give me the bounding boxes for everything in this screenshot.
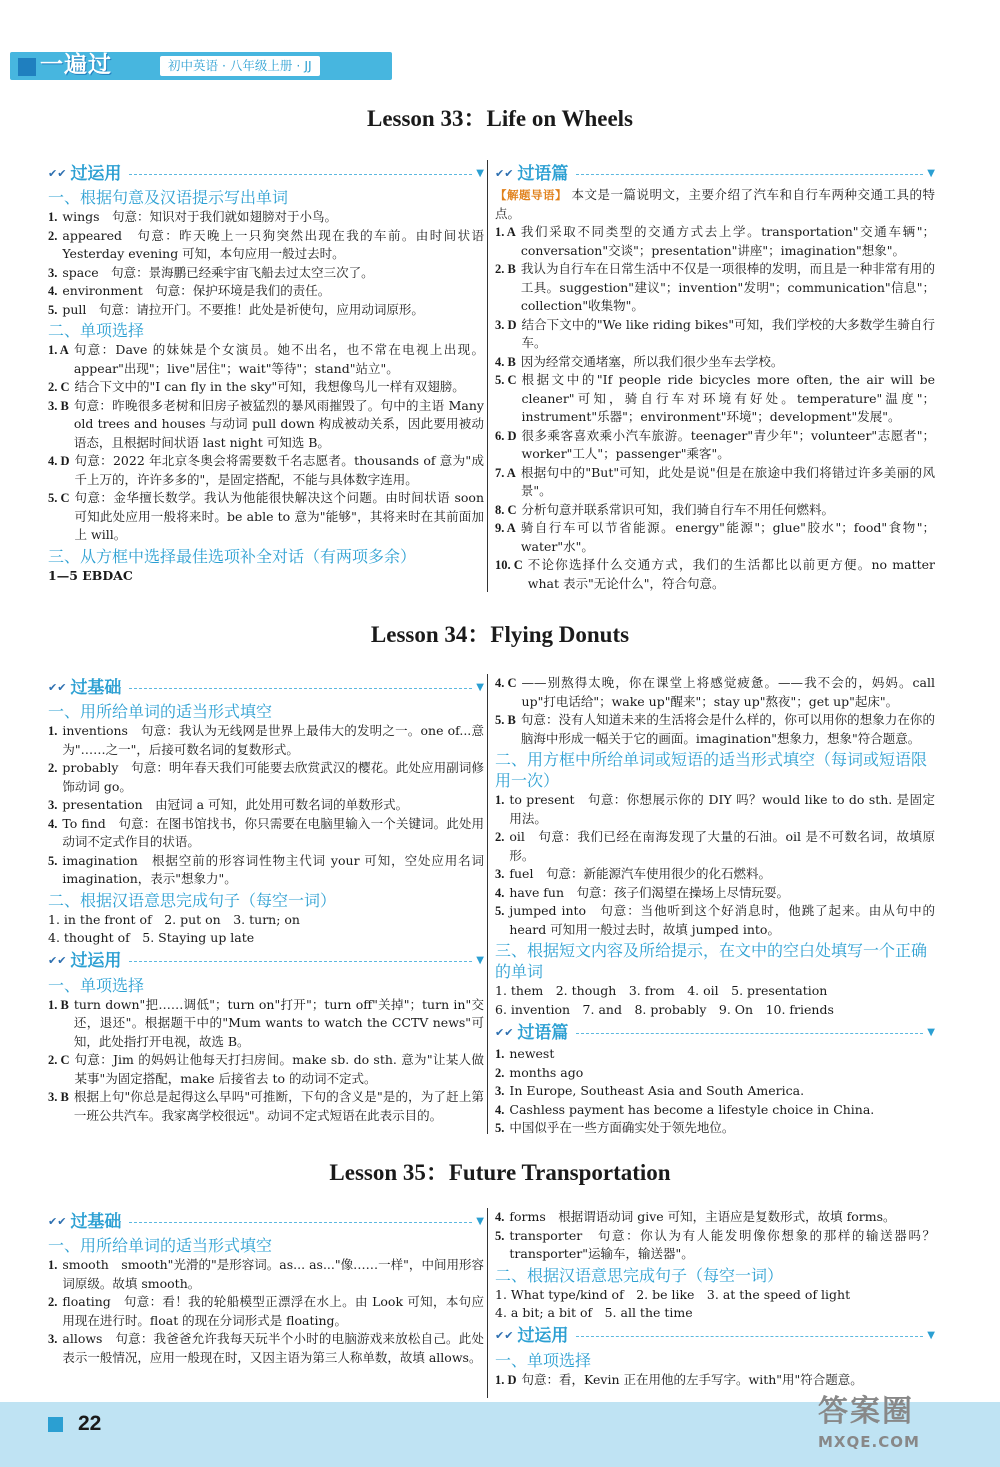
guide-text: 本文是一篇说明文，主要介绍了汽车和自行车两种交通工具的特点。 xyxy=(495,187,935,221)
section-header xyxy=(495,1325,935,1349)
item-text: 因为经常交通堵塞，所以我们很少坐车去学校。 xyxy=(520,353,784,369)
section-mark-icon: ✔✔ xyxy=(48,954,67,968)
answer-item xyxy=(48,759,484,796)
lesson34-title: Lesson 34：Flying Donuts xyxy=(370,622,630,647)
item-number: 1. A xyxy=(48,343,69,357)
answer-item xyxy=(48,489,484,545)
item-number: 5. xyxy=(495,904,505,918)
item-number: 5. xyxy=(48,302,58,317)
answer-line: 1. What type/kind of 2. be like 3. at the speed of light xyxy=(495,1286,851,1302)
section-mark-icon: ✔✔ xyxy=(48,1214,67,1228)
section-header xyxy=(495,162,935,186)
answer-line: 4. a bit; a bit of 5. all the time xyxy=(495,1305,693,1320)
item-text: floating 句意：看！我的轮船模型正漂浮在水上。由 Look 可知，本句应用现在进行时。float 的现在分词形式是 floating。 xyxy=(62,1294,484,1328)
page-number: 22 xyxy=(78,1412,102,1435)
answer-item xyxy=(48,282,484,301)
chevron-down-icon: ▼ xyxy=(927,1330,935,1342)
item-text: fuel 句意：新能源汽车使用很少的化石燃料。 xyxy=(509,866,771,881)
watermark-url: MXQE.COM xyxy=(818,1433,920,1451)
item-text: probably 句意：明年春天我们可能要去欣赏武汉的樱花。此处应用副词修饰动词 go。 xyxy=(62,760,484,794)
item-number: 3. xyxy=(495,1084,505,1098)
answer-item xyxy=(495,1101,935,1120)
item-text: To find 句意：在图书馆找书，你只需要在电脑里输入一个关键词。此处用动词不定式作目的状语。 xyxy=(62,815,484,849)
answer-item xyxy=(48,397,484,453)
item-number: 3. xyxy=(48,798,58,812)
answer-item xyxy=(48,1330,484,1367)
item-text: 句意：2022 年北京冬奥会将需要数千名志愿者。thousands of 意为"成千上万的，许许多多的"，是固定搭配，不能与具体数字连用。 xyxy=(74,453,484,487)
answer-item xyxy=(48,1293,484,1330)
answer-item xyxy=(495,711,935,748)
exercise-heading: 一、根据句意及汉语提示写出单词 xyxy=(48,188,289,207)
item-text: allows 句意：我爸爸允许我每天玩半个小时的电脑游戏来放松自己。此处表示一般情况，应用一般现在时，又因主语为第三人称单数，故填 allows。 xyxy=(62,1331,484,1365)
answer-list xyxy=(48,996,484,1126)
item-text: 结合下文中的"We like riding bikes"可知，我们学校的大多数学生骑自行车。 xyxy=(521,316,935,350)
section-title: 过运用 xyxy=(517,1326,569,1347)
item-text: transporter 句意：你认为有人能发明像你想象的那样的输送器吗？transporter"运输车，输送器"。 xyxy=(509,1227,935,1261)
item-text: environment 句意：保护环境是我们的责任。 xyxy=(62,283,331,298)
answer-item xyxy=(495,791,935,828)
lesson35-left-column xyxy=(48,1208,484,1367)
item-text: months ago xyxy=(509,1064,584,1080)
header-square-icon xyxy=(18,58,36,76)
item-number: 5. C xyxy=(48,491,70,505)
answer-list xyxy=(48,341,484,545)
answer-item xyxy=(48,301,484,320)
item-number: 3. B xyxy=(48,398,69,413)
answer-item xyxy=(495,223,935,260)
answer-item xyxy=(48,1256,484,1293)
item-number: 4. xyxy=(48,284,58,298)
item-number: 2. C xyxy=(48,380,70,394)
answer-item xyxy=(495,353,935,372)
lesson33-right-column xyxy=(495,160,935,593)
answer-item xyxy=(495,464,935,501)
section-title: 过基础 xyxy=(70,677,122,698)
answer-item xyxy=(495,427,935,464)
answer-item xyxy=(48,452,484,489)
answer-item xyxy=(48,264,484,283)
item-text: 句意：昨晚很多老树和旧房子被猛烈的暴风雨摧毁了。句中的主语 Many old trees and houses 与动词 pull down 构成被动关系，因此要用被动语态，且根据时间状语 last night 可知选 B。 xyxy=(73,397,484,450)
answer-item xyxy=(495,865,935,884)
reading-guide xyxy=(495,186,935,223)
item-number: 2. B xyxy=(495,262,516,276)
answer-list xyxy=(495,674,935,748)
section-header xyxy=(48,162,484,186)
item-number: 1. xyxy=(48,724,58,738)
item-text: pull 句意：请拉开门。不要推！此处是祈使句，应用动词原形。 xyxy=(62,301,424,317)
column-divider xyxy=(487,674,488,1134)
answer-item xyxy=(48,1088,484,1125)
item-number: 6. D xyxy=(495,428,517,443)
item-text: oil 句意：我们已经在南海发现了大量的石油。oil 是不可数名词，故填原形。 xyxy=(509,829,935,863)
answer-line: 4. thought of 5. Staying up late xyxy=(48,930,255,945)
item-number: 4. C xyxy=(495,676,517,690)
item-number: 2. xyxy=(495,1065,505,1080)
item-number: 1. xyxy=(48,210,58,224)
item-number: 2. xyxy=(48,1295,58,1309)
item-number: 1. xyxy=(495,1047,505,1061)
item-text: wings 句意：知识对于我们就如翅膀对于小鸟。 xyxy=(62,209,338,224)
answer-list xyxy=(495,1208,935,1264)
item-text: smooth smooth"光滑的"是形容词。as... as..."像……一样"，中间用形容词原级。故填 smooth。 xyxy=(62,1257,484,1291)
chevron-down-icon: ▼ xyxy=(476,681,484,693)
section-mark-icon: ✔✔ xyxy=(48,166,67,180)
answer-item xyxy=(48,227,484,264)
watermark xyxy=(818,1394,988,1458)
exercise-heading: 二、根据汉语意思完成句子（每空一词） xyxy=(495,1265,784,1285)
section-title: 过基础 xyxy=(70,1211,122,1232)
item-text: 根据句中的"But"可知，此处是说"但是在旅途中我们将错过许多美丽的风景"。 xyxy=(520,464,935,498)
answer-item xyxy=(495,519,935,556)
answer-list xyxy=(495,791,935,939)
page-header xyxy=(0,0,1000,92)
item-number: 5. xyxy=(495,1228,505,1243)
chevron-down-icon: ▼ xyxy=(927,1026,935,1038)
answer-item xyxy=(48,722,484,759)
answer-list xyxy=(48,208,484,319)
item-number: 9. A xyxy=(495,521,516,535)
brand-logo: 一遍过 xyxy=(40,52,112,78)
section-title: 过语篇 xyxy=(517,1022,569,1043)
item-text: appeared 句意：昨天晚上一只狗突然出现在我的车前。由时间状语 Yesterday evening 可知，本句应用一般过去时。 xyxy=(62,227,484,261)
item-text: 句意：金华擅长数学。我认为他能很快解决这个问题。由时间状语 soon 可知此处应用一般将来时。be able to 意为"能够"，其将来时在其前面加上 will。 xyxy=(74,490,484,542)
chevron-down-icon: ▼ xyxy=(927,167,935,179)
item-number: 1. xyxy=(48,1258,58,1272)
answer-item xyxy=(48,341,484,378)
answer-item xyxy=(48,208,484,227)
section-title: 过语篇 xyxy=(517,163,569,184)
item-number: 5. xyxy=(495,1121,505,1135)
exercise-heading: 二、单项选择 xyxy=(48,321,145,340)
section-header xyxy=(48,676,484,700)
answer-item xyxy=(495,1371,935,1390)
answer-item xyxy=(48,852,484,889)
item-text: 根据上句"你总是起得这么早吗"可推断，下句的含义是"是的，为了赶上第一班公共汽车。我家离学校很远"。动词不定式短语在此表示目的。 xyxy=(73,1089,484,1123)
section-title: 过运用 xyxy=(70,951,122,972)
item-number: 3. B xyxy=(48,1090,69,1104)
item-text: inventions 句意：我认为无线网是世界上最伟大的发明之一。one of...意为"……之一"，后接可数名词的复数形式。 xyxy=(62,723,484,757)
chevron-down-icon: ▼ xyxy=(476,955,484,967)
exercise-heading: 三、从方框中选择最佳选项补全对话（有两项多余） xyxy=(48,546,417,566)
item-number: 1. A xyxy=(495,225,516,239)
item-text: 句意：Dave 的妹妹是个女演员。她不出名，也不常在电视上出现。appear"出现"；live"居住"；wait"等待"；stand"站立"。 xyxy=(73,342,484,376)
item-text: 分析句意并联系常识可知，我们骑自行车不用任何燃料。 xyxy=(521,501,835,517)
item-number: 2. C xyxy=(48,1053,70,1067)
item-text: 句意：没有人知道未来的生活将会是什么样的，你可以用你的想象力在你的脑海中形成一幅关于它的画面。imagination"想象力，想象"符合题意。 xyxy=(520,712,935,746)
item-text: 句意：看，Kevin 正在用他的左手写字。with"用"符合题意。 xyxy=(521,1371,863,1387)
item-text: forms 根据谓语动词 give 可知，主语应是复数形式，故填 forms。 xyxy=(509,1209,896,1224)
answer-item xyxy=(495,260,935,316)
answer-list xyxy=(48,1256,484,1367)
answer-item xyxy=(495,556,935,593)
item-text: 中国似乎在一些方面确实处于领先地位。 xyxy=(509,1120,735,1135)
item-number: 4. D xyxy=(48,454,70,468)
item-number: 2. xyxy=(495,830,505,844)
chevron-down-icon: ▼ xyxy=(476,1215,484,1227)
item-number: 2. xyxy=(48,228,58,243)
answer-line: 1. in the front of 2. put on 3. turn; on xyxy=(48,911,300,927)
item-text: have fun 句意：孩子们渴望在操场上尽情玩耍。 xyxy=(509,884,790,900)
item-number: 4. B xyxy=(495,354,516,369)
answer-line: 1—5 EBDAC xyxy=(48,567,133,583)
section-header xyxy=(48,1210,484,1234)
answer-list xyxy=(48,722,484,889)
lesson35-title: Lesson 35：Future Transportation xyxy=(329,1160,671,1185)
lesson33-left-column xyxy=(48,160,484,585)
item-number: 4. xyxy=(495,885,505,900)
item-text: In Europe, Southeast Asia and South America. xyxy=(509,1083,805,1098)
item-text: ——别熬得太晚，你在课堂上将感觉疲惫。——我不会的，妈妈。call up"打电话给"；wake up"醒来"；stay up"熬夜"；get up"起床"。 xyxy=(521,675,935,709)
item-text: 结合下文中的"I can fly in the sky"可知，我想像鸟儿一样有双翅膀。 xyxy=(74,379,465,394)
column-divider xyxy=(487,1208,488,1398)
exercise-heading: 一、用所给单词的适当形式填空 xyxy=(48,1236,273,1255)
section-mark-icon: ✔✔ xyxy=(495,1329,514,1343)
exercise-heading: 二、根据汉语意思完成句子（每空一词） xyxy=(48,890,337,910)
answer-item xyxy=(495,501,935,520)
section-mark-icon: ✔✔ xyxy=(495,166,514,180)
item-number: 3. xyxy=(48,265,58,280)
book-subtitle: 初中英语 · 八年级上册 · JJ xyxy=(160,56,320,76)
answer-item xyxy=(495,674,935,711)
item-number: 10. C xyxy=(495,558,523,572)
answer-item xyxy=(495,1082,935,1101)
item-text: 我认为自行车在日常生活中不仅是一项很棒的发明，而且是一种非常有用的工具。suggestion"建议"；invention"发明"；communication"信息"；collection"收集物"。 xyxy=(520,261,935,313)
item-number: 4. xyxy=(495,1102,505,1117)
answer-item xyxy=(495,1045,935,1064)
item-number: 7. A xyxy=(495,465,516,480)
answer-item xyxy=(495,884,935,903)
answer-item xyxy=(495,902,935,939)
item-number: 8. C xyxy=(495,502,517,517)
item-number: 5. B xyxy=(495,713,516,727)
answer-item xyxy=(495,1119,935,1138)
item-number: 5. xyxy=(48,853,58,868)
answer-item xyxy=(48,815,484,852)
lesson34-right-column xyxy=(495,674,935,1138)
item-text: imagination 根据空前的形容词性物主代词 your 可知，空处应用名词 imagination，表示"想象力"。 xyxy=(62,852,484,886)
answer-line: 1. them 2. though 3. from 4. oil 5. presentation xyxy=(495,983,828,998)
item-text: turn down"把……调低"；turn on"打开"；turn off"关掉"；turn in"交还，退还"。根据题干中的"Mum wants to watch the CCTV news"可知，此处指打开电视，故选 B。 xyxy=(73,996,484,1049)
answer-item xyxy=(495,828,935,865)
exercise-heading: 一、单项选择 xyxy=(495,1350,592,1370)
section-title: 过运用 xyxy=(70,163,122,184)
answer-list xyxy=(495,1371,935,1390)
exercise-heading: 一、用所给单词的适当形式填空 xyxy=(48,702,273,721)
item-text: to present 句意：你想展示你的 DIY 吗？would like to do sth. 是固定用法。 xyxy=(509,792,935,826)
item-text: space 句意：景海鹏已经乘宇宙飞船去过太空三次了。 xyxy=(62,264,374,280)
item-number: 3. xyxy=(495,867,505,881)
item-number: 1. xyxy=(495,793,505,807)
item-number: 3. xyxy=(48,1332,58,1346)
item-text: presentation 由冠词 a 可知，此处用可数名词的单数形式。 xyxy=(62,797,409,812)
exercise-heading: 二、用方框中所给单词或短语的适当形式填空（每词或短语限用一次） xyxy=(495,750,928,790)
answer-list xyxy=(495,223,935,593)
guide-label: 【解题导语】 xyxy=(495,188,567,202)
item-text: newest xyxy=(509,1046,555,1061)
answer-item xyxy=(495,371,935,427)
answer-item xyxy=(48,1051,484,1088)
item-text: 很多乘客喜欢乘小汽车旅游。teenager"青少年"；volunteer"志愿者"；worker"工人"；passenger"乘客"。 xyxy=(521,427,935,461)
item-text: 根据文中的"If people ride bicycles more often, the air will be cleaner"可知，骑自行车对环境有好处。temperature"温度"；instrument"乐器"；environment"环境"；development"发展"。 xyxy=(521,372,935,424)
answer-item xyxy=(48,378,484,397)
item-text: 骑自行车可以节省能源。energy"能源"；glue"胶水"；food"食物"；water"水"。 xyxy=(520,520,935,554)
item-text: 不论你选择什么交通方式，我们的生活都比以前更方便。no matter what 表示"无论什么"，符合句意。 xyxy=(527,557,935,591)
chevron-down-icon: ▼ xyxy=(476,167,484,179)
lesson35-right-column xyxy=(495,1208,935,1389)
answer-line: 6. invention 7. and 8. probably 9. On 10. friends xyxy=(495,1001,834,1017)
item-text: jumped into 句意：当他听到这个好消息时，他跳了起来。由从句中的 heard 可知用一般过去时，故填 jumped into。 xyxy=(509,903,935,937)
item-number: 4. xyxy=(495,1210,505,1224)
answer-item xyxy=(495,1064,935,1083)
answer-item xyxy=(495,1227,935,1264)
lesson33-title: Lesson 33：Life on Wheels xyxy=(366,106,634,131)
lesson34-left-column xyxy=(48,674,484,1125)
item-text: 句意：Jim 的妈妈让他每天打扫房间。make sb. do sth. 意为"让某人做某事"为固定搭配，make 后接省去 to 的动词不定式。 xyxy=(74,1052,484,1086)
answer-item xyxy=(495,1208,935,1227)
section-mark-icon: ✔✔ xyxy=(495,1025,514,1039)
section-header xyxy=(48,950,484,974)
answer-list xyxy=(495,1045,935,1138)
section-mark-icon: ✔✔ xyxy=(48,680,67,694)
item-number: 4. xyxy=(48,816,58,831)
item-text: 我们采取不同类型的交通方式去上学。transportation"交通车辆"；conversation"交谈"；presentation"讲座"；imagination"想象"。 xyxy=(520,224,935,258)
item-number: 5. C xyxy=(495,373,517,387)
answer-item xyxy=(495,316,935,353)
section-header xyxy=(495,1021,935,1045)
item-number: 1. B xyxy=(48,997,69,1012)
item-number: 1. D xyxy=(495,1372,517,1387)
item-number: 2. xyxy=(48,761,58,775)
watermark-text: 答案圈 xyxy=(818,1394,914,1429)
exercise-heading: 三、根据短文内容及所给提示，在文中的空白处填写一个正确的单词 xyxy=(495,941,928,981)
column-divider xyxy=(487,160,488,592)
footer-square-icon xyxy=(48,1417,63,1432)
item-text: Cashless payment has become a lifestyle choice in China. xyxy=(509,1101,875,1117)
answer-item xyxy=(48,996,484,1052)
answer-item xyxy=(48,796,484,815)
item-number: 3. D xyxy=(495,317,517,332)
exercise-heading: 一、单项选择 xyxy=(48,975,145,995)
